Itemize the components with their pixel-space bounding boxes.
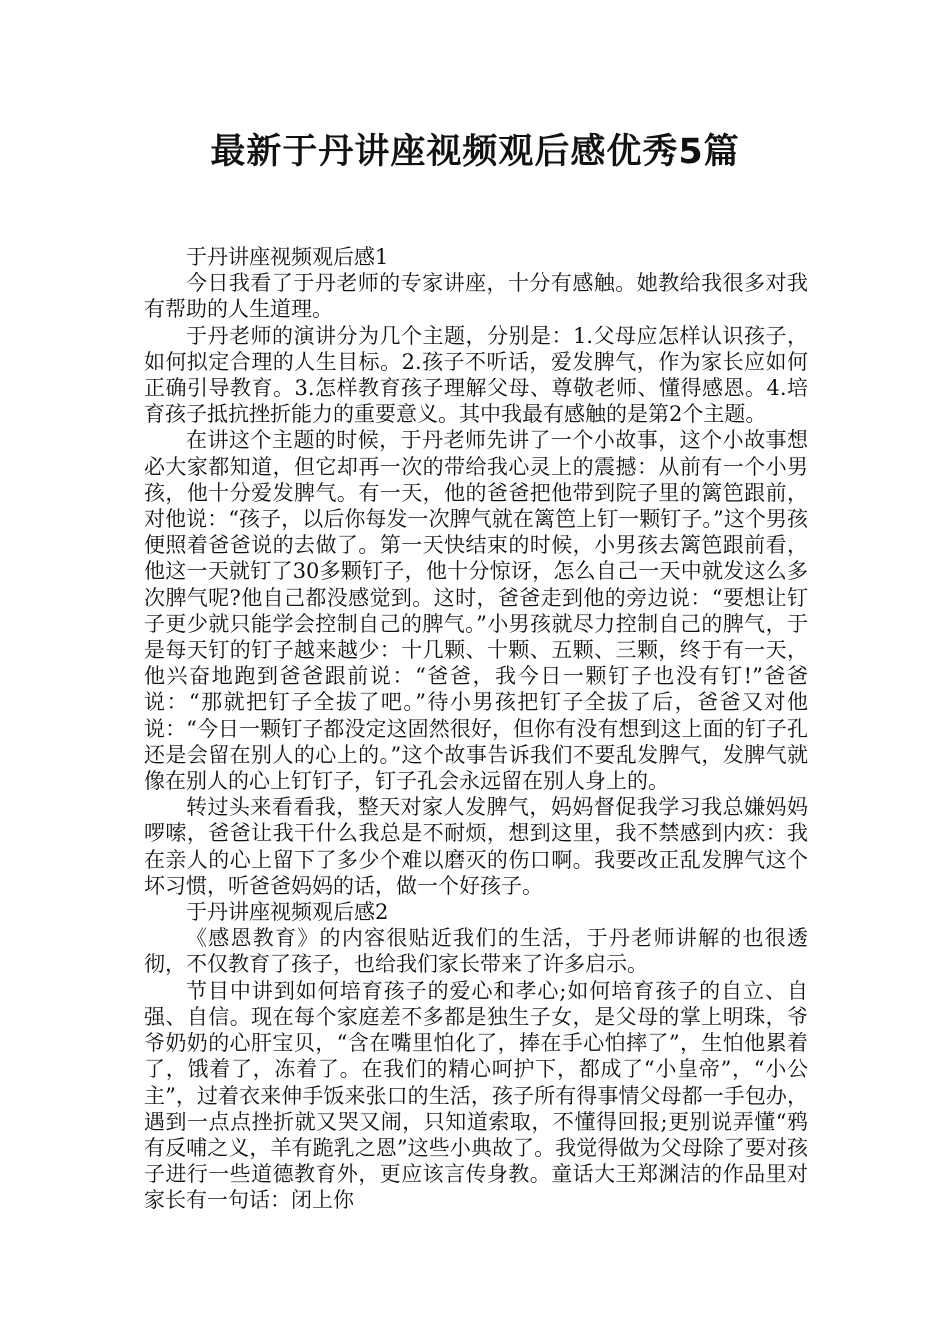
paragraph: 节目中讲到如何培育孩子的爱心和孝心;如何培育孩子的自立、自强、自信。现在每个家庭差不多都是独生子女，是父母的掌上明珠，爷爷奶奶的心肝宝贝，“含在嘴里怕化了，捧在手心怕摔了”，生怕他累着了，饿着了，冻着了。在我们的精心呵护下，都成了“小皇帝”，“小公主”，过着衣来伸手饭来张口的生活，孩子所有得事情父母都一手包办，遇到一点点挫折就又哭又闹，只知道索取，不懂得回报;更别说弄懂“鸦有反哺之义，羊有跪乳之恩”这些小典故了。我觉得做为父母除了要对孩子进行一些道德教育外，更应该言传身教。童话大王郑渊洁的作品里对家长有一句话：闭上你 [144, 978, 808, 1213]
paragraph: 在讲这个主题的时候，于丹老师先讲了一个小故事，这个小故事想必大家都知道，但它却再一次的带给我心灵上的震撼：从前有一个小男孩，他十分爱发脾气。有一天，他的爸爸把他带到院子里的篱笆跟前，对他说：“孩子，以后你每发一次脾气就在篱笆上钉一颗钉子。”这个男孩便照着爸爸说的去做了。第一天快结束的时候，小男孩去篱笆跟前看，他这一天就钉了30多颗钉子，他十分惊讶，怎么自己一天中就发这么多次脾气呢?他自己都没感觉到。这时，爸爸走到他的旁边说：“要想让钉子更少就只能学会控制自己的脾气。”小男孩就尽力控制自己的脾气，于是每天钉的钉子越来越少：十几颗、十颗、五颗、三颗，终于有一天，他兴奋地跑到爸爸跟前说：“爸爸，我今日一颗钉子也没有钉!”爸爸说：“那就把钉子全拔了吧。”待小男孩把钉子全拔了后，爸爸又对他说：“今日一颗钉子都没定这固然很好，但你有没有想到这上面的钉子孔还是会留在别人的心上的。”这个故事告诉我们不要乱发脾气，发脾气就像在别人的心上钉钉子，钉子孔会永远留在别人身上的。 [144, 428, 808, 794]
section-heading: 于丹讲座视频观后感2 [186, 900, 389, 925]
document-body [144, 244, 808, 1214]
paragraph: 转过头来看看我，整天对家人发脾气，妈妈督促我学习我总嫌妈妈啰嗦，爸爸让我干什么我总是不耐烦，想到这里，我不禁感到内疚：我在亲人的心上留下了多少个难以磨灭的伤口啊。我要改正乱发脾气这个坏习惯，听爸爸妈妈的话，做一个好孩子。 [144, 795, 808, 898]
paragraph: 《感恩教育》的内容很贴近我们的生活，于丹老师讲解的也很透彻，不仅教育了孩子，也给我们家长带来了许多启示。 [144, 926, 808, 977]
paragraph: 今日我看了于丹老师的专家讲座，十分有感触。她教给我很多对我有帮助的人生道理。 [144, 271, 808, 322]
document-title: 最新于丹讲座视频观后感优秀5篇 [210, 132, 740, 172]
section-heading: 于丹讲座视频观后感1 [186, 245, 389, 269]
paragraph: 于丹老师的演讲分为几个主题，分别是：1.父母应怎样认识孩子，如何拟定合理的人生目标。2.孩子不听话，爱发脾气，作为家长应如何正确引导教育。3.怎样教育孩子理解父母、尊敬老师、懂得感恩。4.培育孩子抵抗挫折能力的重要意义。其中我最有感触的是第2个主题。 [144, 323, 808, 427]
